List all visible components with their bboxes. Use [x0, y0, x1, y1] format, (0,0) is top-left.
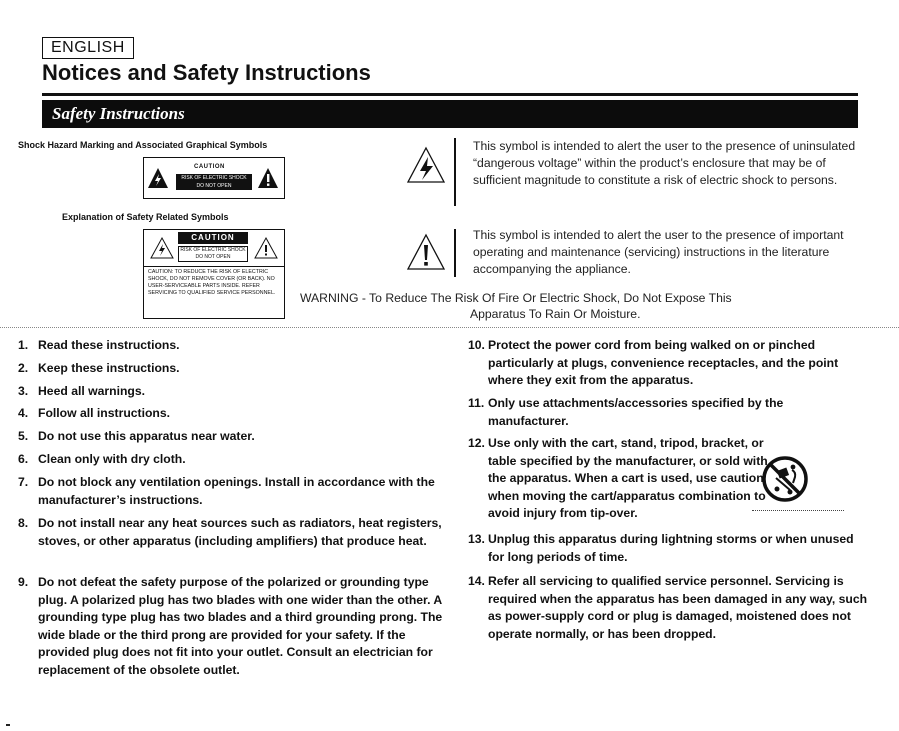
language-label: ENGLISH	[42, 37, 134, 59]
item-number: 8.	[18, 516, 29, 530]
list-item	[468, 573, 868, 643]
list-item	[18, 451, 443, 469]
list-item	[18, 405, 443, 423]
item-text: Heed all warnings.	[38, 384, 146, 398]
item-text: Unplug this apparatus during lightning storms or when unused for long periods of time.	[488, 532, 854, 564]
title-rule	[42, 93, 858, 96]
lightning-symbol-icon	[406, 146, 446, 184]
item-text: Keep these instructions.	[38, 361, 180, 375]
list-item	[18, 515, 443, 550]
exclamation-symbol-icon	[406, 233, 446, 271]
list-item	[18, 337, 443, 355]
exclamation-triangle-icon	[257, 167, 279, 189]
caution-strip	[176, 174, 252, 190]
caution-fine-print: CAUTION: TO REDUCE THE RISK OF ELECTRIC SHOCK, DO NOT REMOVE COVER (OR BACK). NO USER-SERVICEABLE PARTS INSIDE. REFER SERVICING TO QUALIFIED SERVICE PERSONNEL.	[148, 269, 276, 296]
item-text: Follow all instructions.	[38, 406, 171, 420]
corner-mark	[6, 724, 10, 726]
list-item	[18, 474, 443, 509]
item-text: Clean only with dry cloth.	[38, 452, 186, 466]
item-text: Do not install near any heat sources such as radiators, heat registers, stoves, or other apparatus (including amplifiers) that produce heat.	[38, 516, 442, 548]
item-text: Protect the power cord from being walked on or pinched particularly at plugs, convenience receptacles, and the point where they exit from the apparatus.	[488, 338, 839, 387]
list-item	[468, 337, 868, 390]
dotted-separator	[0, 327, 899, 328]
warning-text	[300, 290, 860, 322]
explanation-heading: Explanation of Safety Related Symbols	[62, 212, 229, 222]
exclamation-outline-icon	[254, 236, 278, 260]
caution-strip-line1: RISK OF ELECTRIC SHOCK	[181, 175, 247, 181]
caution-band-sub	[178, 246, 248, 262]
item-number: 11.	[468, 396, 485, 410]
list-item	[18, 428, 443, 446]
item-number: 3.	[18, 384, 29, 398]
item-text: Do not use this apparatus near water.	[38, 429, 255, 443]
caution-label-title: CAUTION	[194, 164, 225, 170]
caution-label-graphic	[143, 157, 285, 199]
item-text: Read these instructions.	[38, 338, 180, 352]
item-number: 2.	[18, 361, 29, 375]
item-number: 12.	[468, 436, 485, 450]
item-number: 13.	[468, 532, 485, 546]
symbol-divider-1	[454, 138, 456, 206]
cart-icon-caption	[752, 510, 844, 513]
caution-band: CAUTION	[178, 232, 248, 244]
lightning-symbol-text: This symbol is intended to alert the user to the presence of uninsulated “dangerous voltage” within the product’s enclosure that may be of sufficient magnitude to constitute a risk of electric shock to persons.	[473, 139, 856, 187]
symbol-divider-2	[454, 229, 456, 277]
item-number: 14.	[468, 574, 485, 588]
item-number: 1.	[18, 338, 29, 352]
list-item	[18, 383, 443, 401]
warning-line2: Apparatus To Rain Or Moisture.	[470, 307, 641, 321]
warning-line1: WARNING - To Reduce The Risk Of Fire Or Electric Shock, Do Not Expose This	[300, 291, 732, 305]
page-title: Notices and Safety Instructions	[42, 60, 371, 85]
band-sub-line2: DO NOT OPEN	[195, 254, 231, 260]
item-text: Do not block any ventilation openings. Install in accordance with the manufacturer’s instructions.	[38, 475, 435, 507]
cart-tipover-warning-icon	[762, 456, 808, 502]
caution-label-detailed	[143, 229, 285, 319]
lightning-triangle-icon	[147, 167, 169, 189]
item-number: 6.	[18, 452, 29, 466]
shock-hazard-heading: Shock Hazard Marking and Associated Graphical Symbols	[18, 140, 268, 150]
label-divider	[144, 266, 284, 267]
item-text: Refer all servicing to qualified service personnel. Servicing is required when the apparatus has been damaged in any way, such as power-supply cord or plug is damaged, moistened does not operate normally, or has been dropped.	[488, 574, 868, 641]
item-number: 4.	[18, 406, 29, 420]
item-text: Only use attachments/accessories specified by the manufacturer.	[488, 396, 784, 428]
item-number: 5.	[18, 429, 29, 443]
item-number: 7.	[18, 475, 29, 489]
exclamation-symbol-text: This symbol is intended to alert the user to the presence of important operating and maintenance (servicing) instructions in the literature accompanying the appliance.	[473, 228, 844, 276]
item-text: Do not defeat the safety purpose of the polarized or grounding type plug. A polarized plug has two blades with one wider than the other. A grounding type plug has two blades and a third grounding prong. The wide blade or the third prong are provided for your safety. If the provided plug does not fit into your outlet. Consult an electrician for replacement of the obsolete outlet.	[38, 575, 443, 677]
lightning-outline-icon	[150, 236, 174, 260]
item-number: 9.	[18, 575, 29, 589]
caution-strip-line2: DO NOT OPEN	[196, 183, 232, 189]
band-sub-line1: RISK OF ELECTRIC SHOCK	[180, 247, 246, 253]
list-item	[18, 360, 443, 378]
list-item	[18, 574, 443, 679]
item-number: 10.	[468, 338, 485, 352]
item-text: Use only with the cart, stand, tripod, bracket, or table specified by the manufacturer, or sold with the apparatus. When a cart is used, use caution when moving the cart/apparatus combination to avoid injury from tip-over.	[488, 436, 768, 520]
list-item	[468, 395, 868, 430]
list-item	[468, 531, 868, 566]
section-heading: Safety Instructions	[42, 100, 858, 128]
